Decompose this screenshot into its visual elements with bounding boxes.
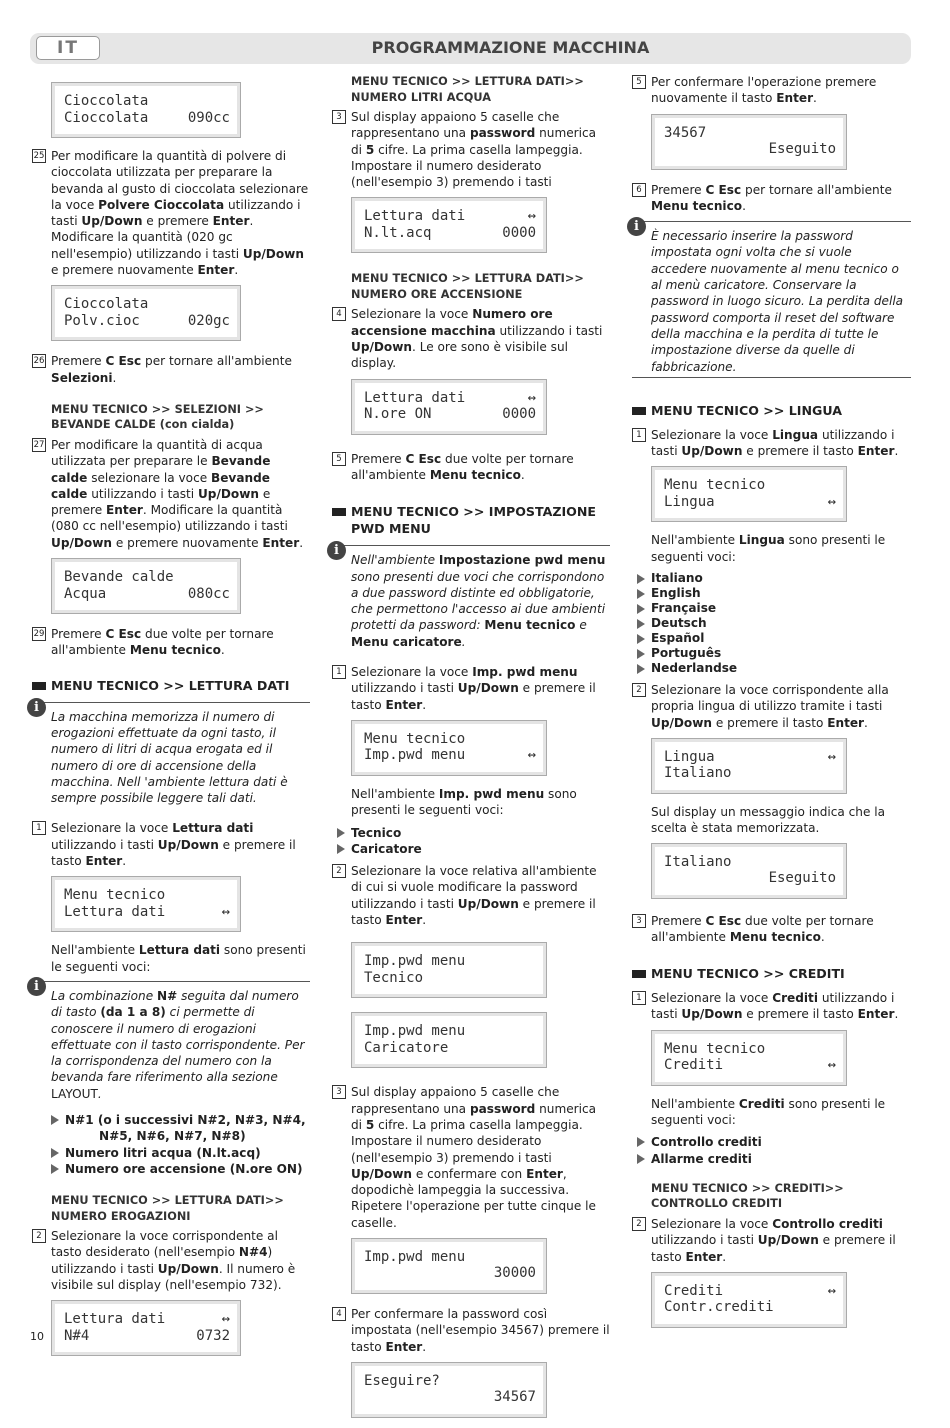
lcd-display: Imp.pwd menu Tecnico [351, 942, 547, 998]
section-title: MENU TECNICO >> LETTURA DATI [32, 677, 310, 694]
list-item: Numero ore accensione (N.ore ON) [51, 1161, 310, 1177]
step-3: 3 Sul display appaiono 5 caselle che rappresentano una password numerica di 5 cifre. La prima casella lampeggia. Impostare il numero desiderato (nell'esempio 3) premendo i tasti Up/Down e confermare con Enter, dopodichè lampeggia la successiva. Ripetere l'operazione per tutte cinque le caselle. [332, 1084, 610, 1231]
step-27: 27 Per modificare la quantità di acqua utilizzata per preparare le Bevande calde selezionare la voce Bevande calde utilizzando i tasti Up/Down e premere Enter. Modificare la quantità (080 cc nell'esempio) utilizzando i tasti Up/Down e premere nuovamente Enter. [33, 437, 304, 550]
step-number: 2 [332, 864, 346, 878]
list-item: Deutsch [637, 616, 911, 631]
column-2 [332, 74, 610, 1428]
info-icon: i [627, 217, 646, 236]
info-icon: i [327, 541, 346, 560]
paragraph: Sul display un messaggio indica che la scelta è stata memorizzata. [651, 804, 886, 836]
section-title: MENU TECNICO >> LINGUA [632, 402, 911, 419]
step-4: 4 Selezionare la voce Numero ore accensione macchina utilizzando i tasti Up/Down. Le ore sono è visibile sul display. [332, 306, 610, 371]
step-2: 2 Selezionare la voce corrispondente alla propria lingua di utilizzo tramite i tasti Up/Down e premere il tasto Enter. [632, 682, 911, 731]
info-icon: i [27, 698, 46, 717]
step-number: 1 [332, 665, 346, 679]
bullet-list [332, 825, 610, 858]
list-item: Française [637, 601, 911, 616]
info-note: i Nell'ambiente Impostazione pwd menu sono presenti due voci che corrispondono a due password distinte ed obbligatorie, che permettono l'accesso ai due ambienti protetti da password: Menu tecnico e Menu caricatore. [332, 545, 610, 650]
step-1: 1 Selezionare la voce Imp. pwd menu utilizzando i tasti Up/Down e premere il tasto Enter. [332, 664, 610, 713]
step-25: 25 Per modificare la quantità di polvere di cioccolata utilizzata per preparare la bevanda al gusto di cioccolata selezionare la voce Polvere Cioccolata utilizzando i tasti Up/Down e premere Enter. Modificare la quantità (020 gc nell'esempio) utilizzando i tasti Up/Down e premere nuovamente Enter. [33, 149, 309, 278]
page-header [30, 33, 911, 64]
lcd-display: Menu tecnico Lingua ↔ [651, 466, 847, 522]
step-5: 5 Per confermare l'operazione premere nuovamente il tasto Enter. [632, 74, 911, 107]
step-number: 3 [332, 110, 346, 124]
subsection-title: MENU TECNICO >> LETTURA DATI>> NUMERO ORE ACCENSIONE [351, 272, 584, 301]
section-title: MENU TECNICO >> CREDITI [632, 965, 911, 982]
step-number: 5 [632, 75, 646, 89]
step-number: 2 [632, 1217, 646, 1231]
lcd-display: Menu tecnico Lettura dati ↔ [51, 876, 241, 932]
step-number: 1 [632, 428, 646, 442]
list-item: N#1 (o i successivi N#2, N#3, N#4, [51, 1112, 310, 1128]
step-number: 3 [632, 914, 646, 928]
column-1 [32, 74, 310, 1366]
language-badge: IT [36, 36, 100, 60]
step-2: 2 Selezionare la voce Controllo crediti utilizzando i tasti Up/Down e premere il tasto Enter. [632, 1216, 911, 1265]
info-note: i La macchina memorizza il numero di erogazioni effettuate da ogni tasto, il numero di litri di acqua erogata ed il numero di ore di accensione della macchina. Nell 'ambiente lettura dati è sempre possibile leggere tali dati. [32, 702, 310, 807]
step-1: 1 Selezionare la voce Lingua utilizzando i tasti Up/Down e premere il tasto Enter. [632, 427, 911, 460]
step-26: 26 Premere C Esc per tornare all'ambiente Selezioni. [33, 354, 292, 385]
list-item: Português [637, 646, 911, 661]
lcd-display: Italiano Eseguito [651, 843, 847, 899]
step-number: 1 [32, 821, 46, 835]
step-3: 3 Sul display appaiono 5 caselle che rappresentano una password numerica di 5 cifre. La prima casella lampeggia. Impostare il numero desiderato (nell'esempio 3) premendo i tasti [332, 109, 610, 190]
step-2: 2 Selezionare la voce corrispondente al tasto desiderato (nell'esempio N#4) utilizzando i tasti Up/Down. Il numero è visibile sul display (nell'esempio 732). [32, 1228, 310, 1293]
lcd-display: Menu tecnico Crediti ↔ [651, 1030, 847, 1086]
info-note: i La combinazione N# seguita dal numero di tasto (da 1 a 8) ci permette di conoscere il numero di erogazioni effettuate con il tasto corrispondente. Per la corrispondenza del numero con la bevanda fare riferimento alla sezione LAYOUT. [32, 981, 310, 1102]
lcd-display: Bevande calde Acqua 080cc [51, 558, 241, 614]
step-2: 2 Selezionare la voce relativa all'ambiente di cui si vuole modificare la password utilizzando i tasti Up/Down e premere il tasto Enter. [332, 863, 610, 928]
step-number: 4 [332, 1307, 346, 1321]
lcd-display: Menu tecnico Imp.pwd menu ↔ [351, 720, 547, 776]
list-item: Numero litri acqua (N.lt.acq) [51, 1145, 310, 1161]
step-number: 3 [332, 1085, 346, 1099]
lcd-display: Cioccolata Polv.cioc 020gc [51, 285, 241, 341]
step-number: 25 [33, 151, 45, 161]
step-number: 2 [32, 1229, 46, 1243]
column-3 [632, 74, 911, 1338]
lcd-display: Lettura dati ↔ N#4 0732 [51, 1300, 241, 1356]
list-item: Italiano [637, 571, 911, 586]
subsection-title: MENU TECNICO >> LETTURA DATI>> NUMERO EROGAZIONI [51, 1194, 284, 1223]
step-number: 26 [33, 356, 45, 367]
list-item: Caricatore [337, 841, 610, 857]
step-number: 29 [33, 629, 45, 640]
paragraph: Nell'ambiente Lingua sono presenti le seguenti voci: [651, 533, 886, 564]
step-29: 29 Premere C Esc due volte per tornare all'ambiente Menu tecnico. [33, 627, 274, 658]
lcd-display: Lettura dati ↔ N.lt.acq 0000 [351, 197, 547, 253]
page-title: PROGRAMMAZIONE MACCHINA [371, 38, 650, 57]
bullet-list [632, 1134, 911, 1167]
lcd-display: Crediti ↔ Contr.crediti [651, 1272, 847, 1328]
bullet-list [32, 1112, 310, 1177]
step-1: 1 Selezionare la voce Lettura dati utilizzando i tasti Up/Down e premere il tasto Enter. [32, 820, 310, 869]
step-5: 5 Premere C Esc due volte per tornare all'ambiente Menu tecnico. [332, 451, 610, 484]
paragraph: Nell'ambiente Crediti sono presenti le seguenti voci: [651, 1096, 886, 1128]
lcd-display: Lettura dati ↔ N.ore ON 0000 [351, 379, 547, 435]
step-4: 4 Per confermare la password così impostata (nell'esempio 34567) premere il tasto Enter. [332, 1306, 610, 1355]
list-item: Nederlandse [637, 661, 911, 676]
lcd-display: Eseguire? 34567 [351, 1362, 547, 1418]
paragraph: Nell'ambiente Imp. pwd menu sono presenti le seguenti voci: [351, 786, 577, 818]
paragraph: Nell'ambiente Lettura dati sono presenti le seguenti voci: [51, 943, 306, 974]
subsection-title: MENU TECNICO >> CREDITI>> CONTROLLO CREDITI [651, 1181, 844, 1211]
step-number: 6 [632, 183, 646, 197]
list-item: English [637, 586, 911, 601]
section-title: MENU TECNICO >> IMPOSTAZIONE PWD MENU [332, 503, 610, 537]
step-number: 5 [332, 452, 346, 466]
lcd-display: 34567 Eseguito [651, 114, 847, 170]
language-list [632, 571, 911, 676]
step-number: 4 [332, 307, 346, 321]
step-1: 1 Selezionare la voce Crediti utilizzando i tasti Up/Down e premere il tasto Enter. [632, 990, 911, 1023]
subsection-title: MENU TECNICO >> LETTURA DATI>> NUMERO LITRI ACQUA [351, 75, 584, 104]
step-3: 3 Premere C Esc due volte per tornare all'ambiente Menu tecnico. [632, 913, 911, 946]
step-number: 27 [33, 439, 45, 450]
step-number: 2 [632, 683, 646, 697]
info-icon: i [27, 977, 46, 996]
list-item: Controllo crediti [637, 1134, 911, 1150]
list-item: Español [637, 631, 911, 646]
subsection-title: MENU TECNICO >> SELEZIONI >> BEVANDE CALDE (con cialda) [51, 402, 264, 432]
page-number: 10 [30, 1330, 44, 1343]
list-item: Allarme crediti [637, 1151, 911, 1167]
lcd-display: Cioccolata Cioccolata 090cc [51, 82, 241, 138]
list-item: Tecnico [337, 825, 610, 841]
lcd-display: Lingua ↔ Italiano [651, 738, 847, 794]
lcd-display: Imp.pwd menu Caricatore [351, 1012, 547, 1068]
info-note: i È necessario inserire la password impostata ogni volta che si vuole accedere nuovamente al menu tecnico o al menù caricatore. Conservare la password in luogo sicuro. La perdita della password comporta il reset del software della macchina e la perdita di tutte le impostazione diverse da quelle di fabbricazione. [632, 221, 911, 378]
step-number: 1 [632, 991, 646, 1005]
list-item: N#5, N#6, N#7, N#8) [99, 1129, 246, 1144]
lcd-display: Imp.pwd menu 30000 [351, 1238, 547, 1294]
step-6: 6 Premere C Esc per tornare all'ambiente Menu tecnico. [632, 182, 911, 215]
